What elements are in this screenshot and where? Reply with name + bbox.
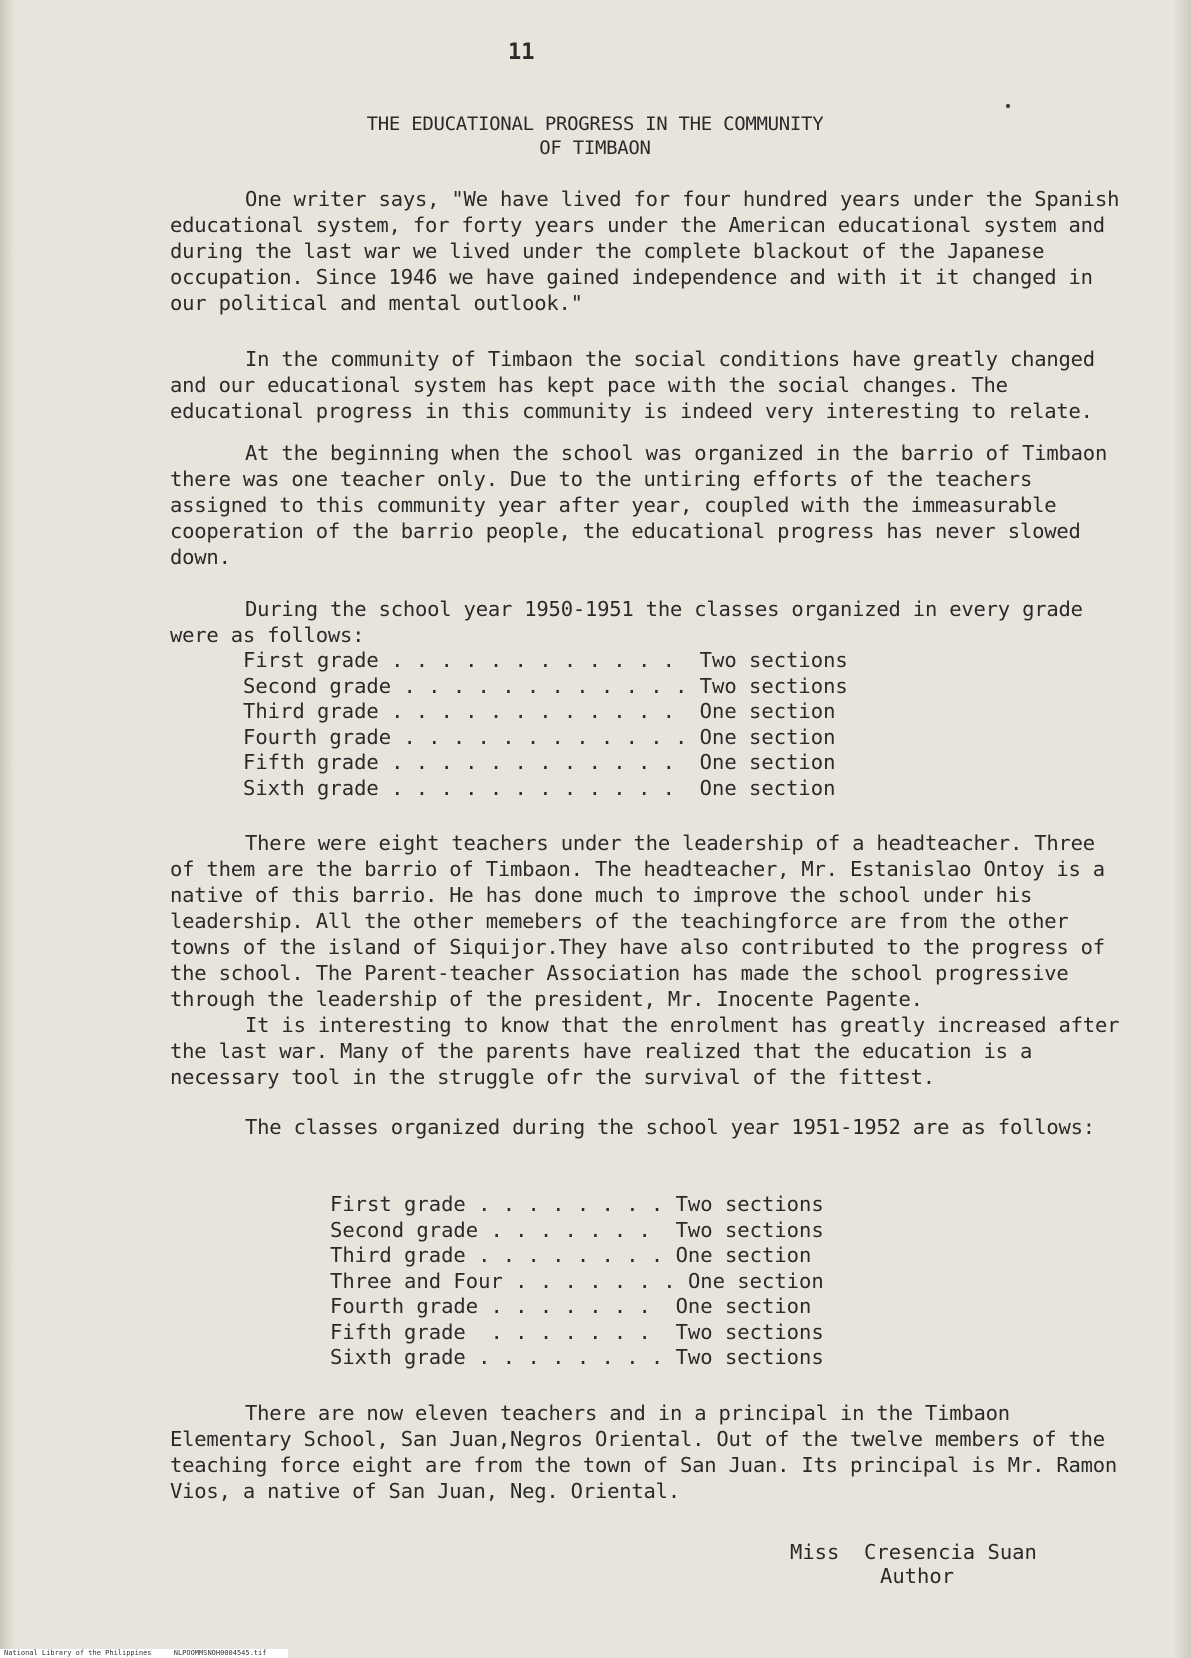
- paragraph-2: [170, 346, 1130, 424]
- list-item: Sixth grade . . . . . . . . Two sections: [330, 1345, 824, 1369]
- list-item: First grade . . . . . . . . . . . . Two sections: [243, 648, 848, 672]
- paragraph-1: [170, 186, 1130, 316]
- page-edge-right: [1173, 0, 1191, 1658]
- class-list-1950: [243, 648, 848, 801]
- list-item: Fourth grade . . . . . . . . . . . . One section: [243, 724, 836, 749]
- list-item: First grade . . . . . . . . Two sections: [330, 1192, 824, 1216]
- paragraph-3: [170, 440, 1130, 570]
- paragraph-4-text: During the school year 1950-1951 the classes organized in every grade were as follows:: [170, 597, 1083, 647]
- paragraph-2-text: In the community of Timbaon the social conditions have greatly changed and our educational system has kept pace with the social changes. The educational progress in this community is indeed very interesting to relate.: [170, 347, 1095, 423]
- page-edge-left: [0, 0, 14, 1658]
- archive-footer: [0, 1649, 288, 1658]
- title-line-2: OF TIMBAON: [539, 137, 651, 159]
- footer-filename: NLPOOMMSNOH0004545.tif: [173, 1649, 267, 1657]
- ink-speck: [1006, 104, 1010, 108]
- list-item: Third grade . . . . . . . . One section: [330, 1243, 812, 1267]
- paragraph-3-text: At the beginning when the school was organized in the barrio of Timbaon there was one teacher only. Due to the untiring efforts of the teachers assigned to this community year after year, coupled with the immeasurable cooperation of the barrio people, the educational progress has never slowed down.: [170, 441, 1108, 569]
- class-list-1951: [330, 1192, 824, 1371]
- list-item: Three and Four . . . . . . . One section: [330, 1268, 824, 1293]
- signature-role: Author: [880, 1564, 955, 1588]
- list-item: Sixth grade . . . . . . . . . . . . One section: [243, 775, 836, 800]
- paragraph-7-text: The classes organized during the school year 1951-1952 are as follows:: [245, 1115, 1095, 1139]
- signature-name: Miss Cresencia Suan: [790, 1540, 1037, 1564]
- list-item: Fourth grade . . . . . . . One section: [330, 1294, 812, 1318]
- list-item: Third grade . . . . . . . . . . . . One section: [243, 699, 836, 723]
- paragraph-6-text: It is interesting to know that the enrolment has greatly increased after the last war. Many of the parents have realized that the education is a necessary tool in the struggle ofr the survival of the fittest.: [170, 1013, 1120, 1089]
- page-number: 11: [508, 40, 535, 65]
- paragraph-5: [170, 830, 1130, 1012]
- list-item: Fifth grade . . . . . . . . . . . . One section: [243, 750, 836, 774]
- paragraph-8: [170, 1400, 1130, 1504]
- footer-library: National Library of the Philippines: [4, 1649, 152, 1657]
- paragraph-4: [170, 596, 1130, 648]
- page-title: [300, 112, 890, 160]
- paragraph-7: [170, 1114, 1130, 1140]
- signature-block: [790, 1540, 1037, 1588]
- list-item: Fifth grade . . . . . . . Two sections: [330, 1319, 824, 1344]
- paragraph-8-text: There are now eleven teachers and in a principal in the Timbaon Elementary School, San Juan,Negros Oriental. Out of the twelve members of the teaching force eight are from the town of San Juan. Its principal is Mr. Ramon Vios, a native of San Juan, Neg. Oriental.: [170, 1401, 1118, 1503]
- paragraph-6: [170, 1012, 1130, 1090]
- paragraph-1-text: One writer says, "We have lived for four hundred years under the Spanish educational system, for forty years under the American educational system and during the last war we lived under the complete blackout of the Japanese occupation. Since 1946 we have gained independence and with it it changed in our political and mental outlook.": [170, 187, 1120, 315]
- list-item: Second grade . . . . . . . Two sections: [330, 1217, 824, 1242]
- paragraph-5-text: There were eight teachers under the leadership of a headteacher. Three of them are the barrio of Timbaon. The headteacher, Mr. Estanislao Ontoy is a native of this barrio. He has done much to improve the school under his leadership. All the other memebers of the teachingforce are from the other towns of the island of Siquijor.They have also contributed to the progress of the school. The Parent-teacher Association has made the school progressive through the leadership of the president, Mr. Inocente Pagente.: [170, 831, 1105, 1011]
- title-line-1: THE EDUCATIONAL PROGRESS IN THE COMMUNITY: [366, 113, 824, 135]
- list-item: Second grade . . . . . . . . . . . . Two sections: [243, 673, 848, 698]
